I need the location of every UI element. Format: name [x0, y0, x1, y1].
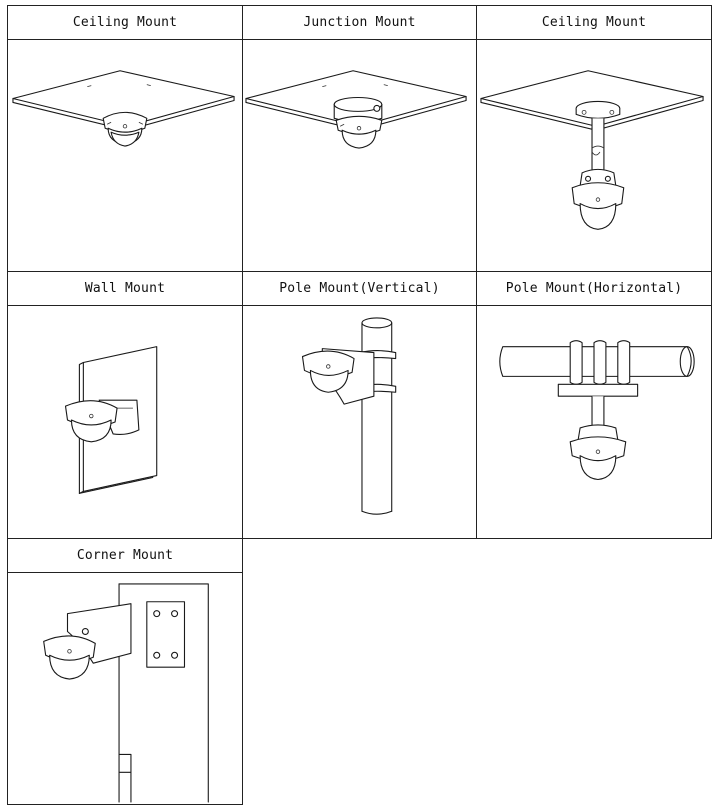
ceiling-mount-panel — [7, 5, 243, 272]
pole-mount-horizontal-illustration — [477, 305, 711, 538]
pole-mount-vertical-panel — [242, 271, 477, 539]
ceiling-mount-illustration — [8, 39, 242, 271]
wall-mount-illustration — [8, 305, 242, 538]
panel-caption: Ceiling Mount — [8, 6, 242, 40]
junction-mount-panel — [242, 5, 477, 272]
pole-mount-vertical-illustration — [243, 305, 476, 538]
panel-caption: Junction Mount — [243, 6, 476, 40]
ceiling-mount-pendant-illustration — [477, 39, 711, 271]
corner-mount-panel — [7, 538, 243, 805]
pole-mount-horizontal-panel — [476, 271, 712, 539]
panel-caption: Wall Mount — [8, 272, 242, 306]
corner-mount-illustration — [8, 572, 242, 804]
panel-caption: Ceiling Mount — [477, 6, 711, 40]
junction-mount-illustration — [243, 39, 476, 271]
wall-mount-panel — [7, 271, 243, 539]
mounting-options-table — [7, 5, 712, 805]
panel-caption: Pole Mount(Vertical) — [243, 272, 476, 306]
panel-caption: Pole Mount(Horizontal) — [477, 272, 711, 306]
panel-caption: Corner Mount — [8, 539, 242, 573]
ceiling-mount-pendant-panel — [476, 5, 712, 272]
